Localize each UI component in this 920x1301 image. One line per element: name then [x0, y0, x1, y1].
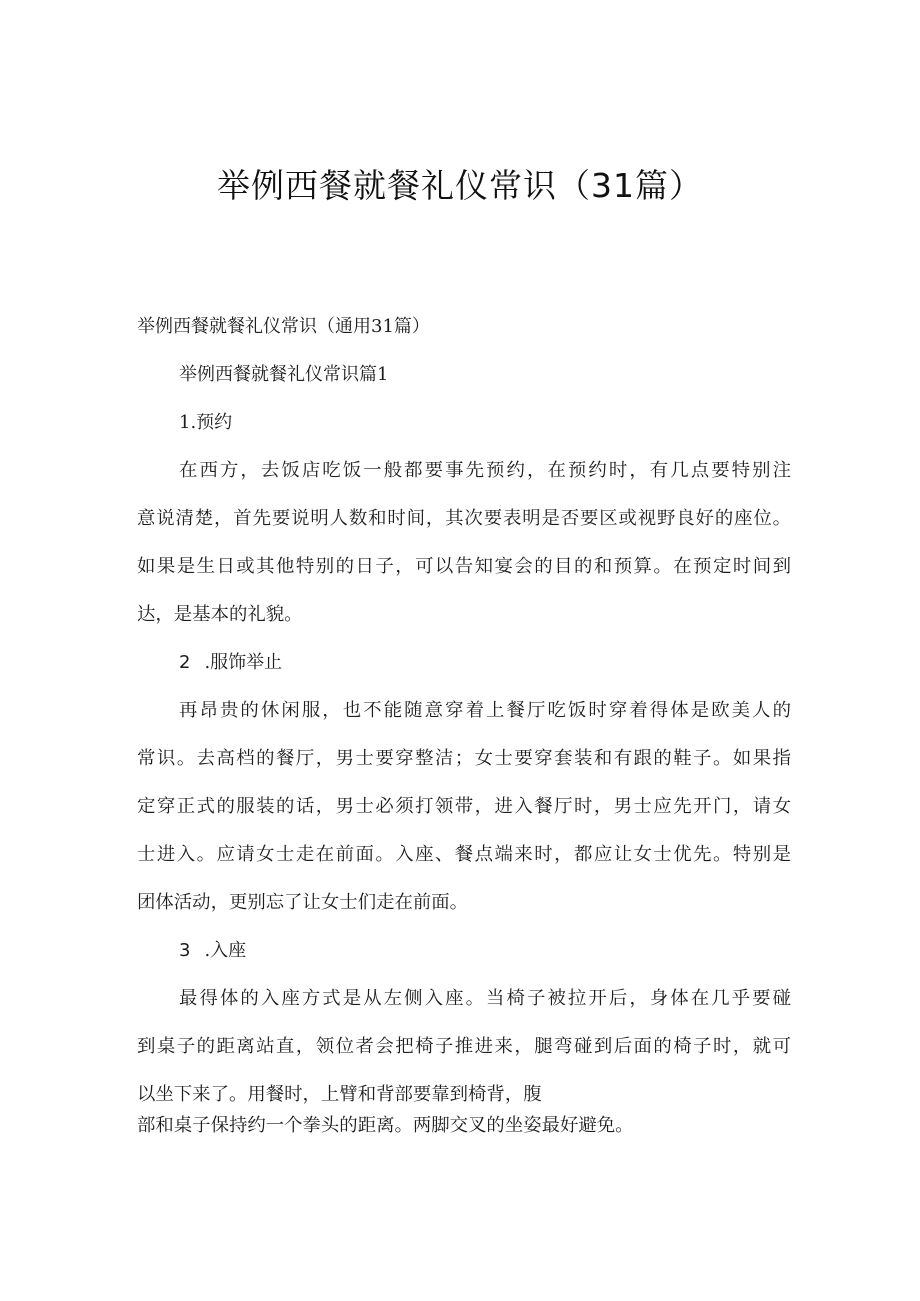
- paragraph-line: 士进入。应请女士走在前面。入座、餐点端来时，都应让女士优先。特别是: [137, 844, 791, 865]
- paragraph-line: 团体活动，更别忘了让女士们走在前面。: [137, 892, 469, 913]
- item-label: .服饰举止: [204, 652, 283, 673]
- paragraph-line: 最得体的入座方式是从左侧入座。当椅子被拉开后，身体在几乎要碰: [179, 988, 791, 1009]
- document-title: 举例西餐就餐礼仪常识（31篇）: [217, 166, 703, 205]
- paragraph-line: 常识。去高档的餐厅，男士要穿整洁；女士要穿套装和有跟的鞋子。如果指: [137, 748, 791, 769]
- paragraph-line: 定穿正式的服装的话，男士必须打领带，进入餐厅时，男士应先开门，请女: [137, 796, 791, 817]
- item-heading-reservation: 1.预约: [179, 412, 233, 433]
- paragraph-line: 在西方，去饭店吃饭一般都要事先预约，在预约时，有几点要特别注: [179, 460, 791, 481]
- item-heading-seating: [179, 939, 246, 963]
- document-subtitle: 举例西餐就餐礼仪常识（通用31篇）: [137, 316, 430, 337]
- paragraph-line: 达，是基本的礼貌。: [137, 604, 303, 625]
- paragraph-line: 部和桌子保持约一个拳头的距离。两脚交叉的坐姿最好避免。: [137, 1115, 634, 1136]
- paragraph-line: 到桌子的距离站直，领位者会把椅子推进来，腿弯碰到后面的椅子时，就可: [137, 1036, 791, 1057]
- item-number: 3: [179, 940, 191, 961]
- paragraph-line: 以坐下来了。用餐时，上臂和背部要靠到椅背，腹: [137, 1084, 542, 1105]
- item-heading-attire: [179, 651, 282, 675]
- item-number: 2: [179, 652, 191, 673]
- paragraph-line: 如果是生日或其他特别的日子，可以告知宴会的目的和预算。在预定时间到: [137, 556, 791, 577]
- paragraph-line: 再昂贵的休闲服，也不能随意穿着上餐厅吃饭时穿着得体是欧美人的: [179, 700, 791, 721]
- paragraph-line: 意说清楚，首先要说明人数和时间，其次要表明是否要区或视野良好的座位。: [137, 508, 791, 529]
- section-heading: 举例西餐就餐礼仪常识篇1: [179, 364, 389, 385]
- item-label: .入座: [204, 940, 247, 961]
